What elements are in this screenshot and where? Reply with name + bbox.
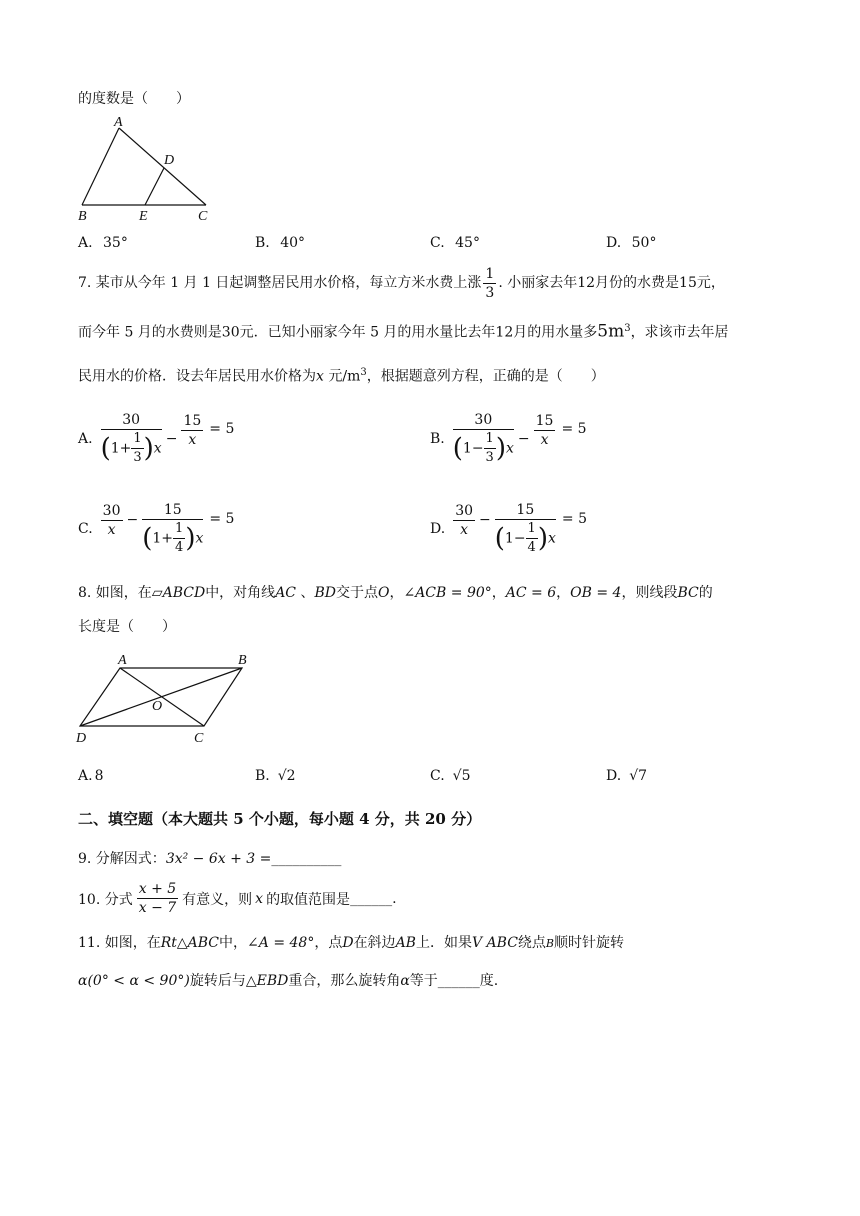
q7-line-2: 而今年 5 月的水费则是30元．已知小丽家今年 5 月的用水量比去年12月的用水量多$5m^3$，求该市去年居 [78,321,729,342]
q8-label-c: C [194,731,204,746]
q6-stem-tail: 的度数是（ ） [78,91,190,107]
q8-option-b[interactable]: B. √2 [255,768,296,784]
q10-line: 10. 分式 $\frac{x + 5}{x - 7}$ 有意义，则 x 的取值范围是 ______ . [78,881,397,916]
q8-label-b: B [238,653,247,668]
q8-label-a: A [118,653,127,668]
q8-label-d: D [76,731,87,746]
q7-option-c[interactable]: C. $\frac{30}{x}$ − 15 (1+ $\frac{1}{4}$ )x = 5 [78,502,235,555]
q7-line-3: 民用水的价格．设去年居民用水价格为x 元$/m^3$，根据题意列方程，正确的是（ ） [78,367,605,385]
q11-line-2: α(0° < α < 90°)旋转后与△EBD重合，那么旋转角α等于______度. [78,973,499,989]
q6-triangle-figure [72,112,222,224]
q6-option-d[interactable]: D. 50° [606,235,657,251]
q8-option-a[interactable]: A. 8 [78,768,104,784]
section-2-title: 二、填空题（本大题共 5 个小题，每小题 4 分，共 20 分） [78,810,482,828]
q6-option-c[interactable]: C. 45° [430,235,480,251]
q6-option-b[interactable]: B. 40° [255,235,306,251]
q8-option-d[interactable]: D. √7 [606,768,648,784]
q8-parallelogram-figure [72,646,262,746]
q6-label-a: A [114,115,123,130]
q7-option-d[interactable]: D. $\frac{30}{x}$ − 15 (1− $\frac{1}{4}$ )x = 5 [430,502,587,555]
q7-option-b[interactable]: B. 30 (1− $\frac{1}{3}$ )x − $\frac{15}{x}$ = 5 [430,412,587,465]
q6-label-c: C [198,209,208,224]
q8-option-c[interactable]: C. √5 [430,768,471,784]
q9-line: 9. 分解因式：3x² − 6x + 3 =__________ [78,851,342,867]
q6-label-e: E [139,209,148,224]
q8-line-1: 8. 如图，在▱ABCD中，对角线AC 、BD交于点O，∠ACB = 90°，AC = 6，OB = 4，则线段BC的 [78,585,713,601]
q6-option-a[interactable]: A. 35° [78,235,128,251]
q10-answer-blank[interactable]: ______ [350,890,393,907]
q7-line-1: 7. 某市从今年 1 月 1 日起调整居民用水价格，每立方米水费上涨 $\frac{1}{3}$ . 小丽家去年12月份的水费是15元， [78,265,725,301]
q6-label-b: B [78,209,87,224]
q9-answer-blank[interactable]: __________ [271,851,342,867]
q11-line-1: 11. 如图，在Rt△ABC中，∠A = 48°，点D在斜边AB上．如果V ABC绕点B顺时针旋转 [78,935,624,951]
q11-answer-blank[interactable]: ______ [437,973,480,989]
q8-line-2: 长度是（ ） [78,619,176,635]
q8-label-o: O [152,699,163,714]
q7-option-a[interactable]: A. 30 (1+ $\frac{1}{3}$ )x − $\frac{15}{x}$ = 5 [78,412,235,465]
q6-label-d: D [164,153,175,168]
